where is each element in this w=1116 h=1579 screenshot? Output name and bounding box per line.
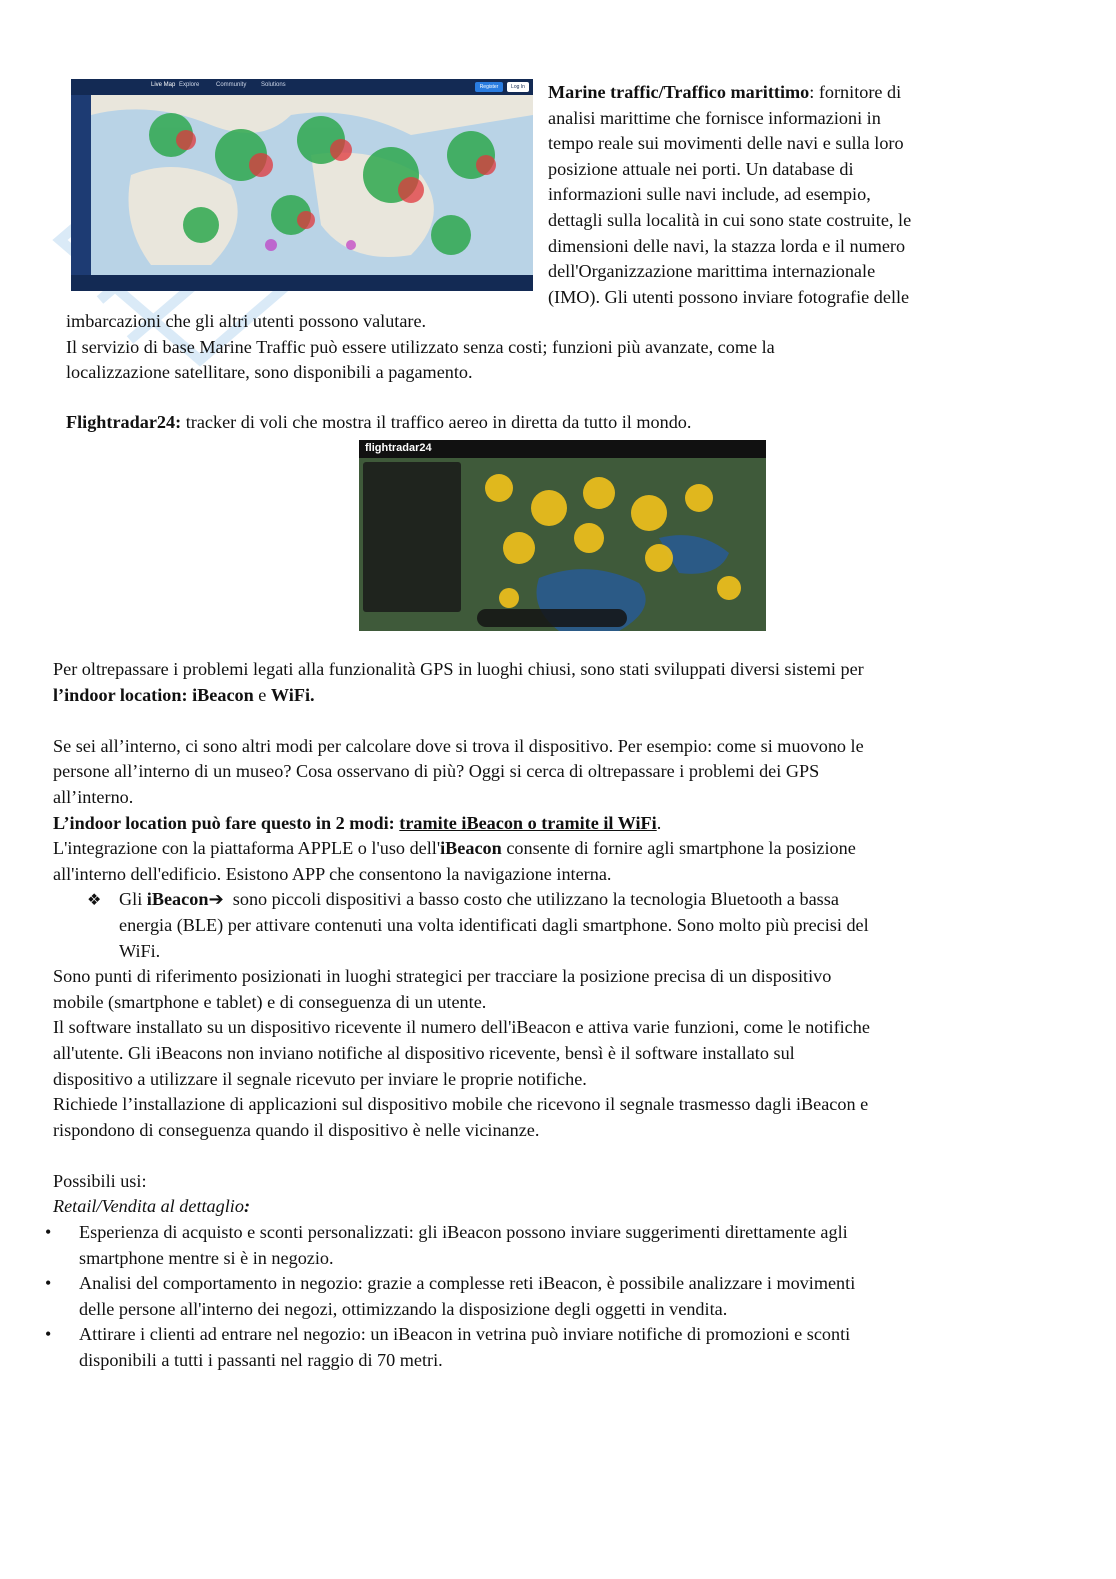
indoor-p5-line1: Sono punti di riferimento posizionati in luoghi strategici per tracciare la posizione precisa di un dispositivo	[53, 966, 832, 987]
ibeacon-bullet-line1	[119, 887, 1053, 913]
indoor-p3-end: .	[656, 812, 662, 833]
bullet-dot-icon: •	[45, 1222, 52, 1243]
flightradar-desc: tracker di voli che mostra il traffico aereo in diretta da tutto il mondo.	[181, 412, 692, 432]
indoor-section	[45, 657, 1053, 1374]
spacer-2	[53, 1143, 1053, 1169]
marinetraffic-side-toolbar[interactable]	[71, 95, 91, 275]
use-2-line2: delle persone all'interno dei negozi, ottimizzando la disposizione degli oggetti in vendita.	[79, 1298, 728, 1319]
diamond-bullet-icon: ❖	[87, 890, 102, 910]
marine-line-1	[548, 80, 978, 106]
marine-line-12: localizzazione satellitare, sono disponibili a pagamento.	[66, 362, 473, 383]
flightradar-bottom-toolbar[interactable]	[477, 609, 627, 627]
use-2-line1: Analisi del comportamento in negozio: grazie a complesse reti iBeacon, è possibile analizzare i movimenti	[79, 1273, 856, 1294]
bullet-dot-icon: •	[45, 1324, 52, 1345]
indoor-p2-line2: persone all’interno di un museo? Cosa osservano di più? Oggi si cerca di oltrepassare i problemi dei GPS	[53, 761, 820, 782]
indoor-bold-ibeacon: l’indoor location: iBeacon	[53, 684, 254, 705]
list-item	[45, 1220, 1053, 1271]
arrow-right-icon: ➔	[208, 889, 224, 911]
retail-colon: :	[243, 1196, 251, 1217]
marine-line-7: dimensioni delle navi, la stazza lorda e il numero	[548, 235, 906, 256]
uses-heading: Possibili usi:	[53, 1170, 147, 1191]
list-item	[45, 1271, 1053, 1322]
list-item	[45, 1322, 1053, 1373]
flightradar-side-panel[interactable]	[363, 462, 461, 612]
nav-explore[interactable]: Explore	[179, 82, 200, 88]
marine-line-11: Il servizio di base Marine Traffic può essere utilizzato senza costi; funzioni più avanzate, come la	[66, 336, 775, 357]
indoor-and: e	[253, 684, 271, 705]
flightradar-screenshot	[359, 440, 766, 631]
ibeacon-b1-c: sono piccoli dispositivi a basso costo che utilizzano la tecnologia Bluetooth a bassa	[223, 889, 839, 910]
register-button[interactable]	[475, 82, 503, 92]
marinetraffic-map	[91, 95, 533, 275]
marine-line-5: informazioni sulle navi include, ad esempio,	[548, 184, 871, 205]
indoor-p4-b: iBeacon	[440, 838, 502, 859]
marine-line-2: analisi marittime che fornisce informazioni in	[548, 107, 881, 128]
marinetraffic-screenshot	[71, 79, 533, 291]
marine-text-continued	[66, 309, 1026, 386]
uses-list	[45, 1220, 1053, 1374]
indoor-p4-line1	[53, 836, 1053, 862]
login-button[interactable]	[507, 82, 529, 92]
retail-label: Retail/Vendita al dettaglio	[53, 1196, 244, 1217]
register-label: Register	[479, 84, 499, 90]
marine-line-4: posizione attuale nei porti. Un database di	[548, 158, 854, 179]
marine-text-block	[548, 80, 978, 310]
use-1-line2: smartphone mentre si è in negozio.	[79, 1247, 334, 1268]
marinetraffic-bottom-bar	[71, 275, 533, 291]
use-3-line1: Attirare i clienti ad entrare nel negozio: un iBeacon in vetrina può inviare notifiche di promozioni e sconti	[79, 1324, 851, 1345]
ibeacon-bullet	[53, 887, 1053, 964]
nav-solutions[interactable]: Solutions	[261, 82, 286, 88]
indoor-p7-line1: Richiede l’installazione di applicazioni sul dispositivo mobile che ricevono il segnale trasmesso dagli iBeacon e	[53, 1094, 869, 1115]
ibeacon-b1-a: Gli	[119, 889, 147, 910]
login-label: Log In	[511, 84, 525, 90]
ship-density-map	[91, 95, 533, 275]
indoor-p2-line1: Se sei all’interno, ci sono altri modi per calcolare dove si trova il dispositivo. Per esempio: come si muovono le	[53, 735, 864, 756]
marine-line-3: tempo reale sui movimenti delle navi e sulla loro	[548, 133, 904, 154]
marine-line-8: dell'Organizzazione marittima internazionale	[548, 261, 876, 282]
nav-live-map[interactable]: Live Map	[151, 82, 176, 88]
flightradar-top-bar	[359, 440, 766, 458]
flightradar-line	[66, 410, 1026, 436]
marine-line-6: dettagli sulla località in cui sono state costruite, le	[548, 209, 912, 230]
indoor-p4-a: L'integrazione con la piattaforma APPLE o l'uso dell'	[53, 838, 441, 859]
indoor-p6-line2: all'utente. Gli iBeacons non inviano notifiche al dispositivo ricevente, bensì è il software installato sul	[53, 1042, 795, 1063]
flightradar-logo[interactable]: flightradar24	[365, 442, 432, 454]
indoor-p3-bold: L’indoor location può fare questo in 2 modi:	[53, 812, 400, 833]
marine-line-9: (IMO). Gli utenti possono inviare fotografie delle	[548, 286, 910, 307]
marine-line-10: imbarcazioni che gli altri utenti possono valutare.	[66, 311, 427, 331]
spacer	[53, 708, 1053, 734]
marinetraffic-top-nav	[71, 79, 533, 95]
indoor-p7-line2: rispondono di conseguenza quando il dispositivo è nelle vicinanze.	[53, 1119, 540, 1140]
indoor-p1-line2	[53, 683, 1053, 709]
use-3-line2: disponibili a tutti i passanti nel raggio di 70 metri.	[79, 1350, 443, 1371]
nav-community[interactable]: Community	[216, 82, 247, 88]
retail-heading	[53, 1194, 1053, 1220]
indoor-p4-line2: all'interno dell'edificio. Esistono APP che consentono la navigazione interna.	[53, 863, 612, 884]
indoor-p1-line1: Per oltrepassare i problemi legati alla funzionalità GPS in luoghi chiusi, sono stati sviluppati diversi sistemi per	[53, 659, 864, 679]
marine-title: Marine traffic/Traffico marittimo	[548, 82, 810, 102]
ibeacon-bullet-line3: WiFi.	[119, 940, 161, 961]
ibeacon-bullet-line2: energia (BLE) per attivare contenuti una volta identificati dagli smartphone. Sono molto più precisi del	[119, 914, 869, 935]
indoor-p3-underline: tramite iBeacon o tramite il WiFi	[399, 812, 657, 833]
flightradar-title: Flightradar24:	[66, 412, 182, 432]
indoor-p4-c: consente di fornire agli smartphone la posizione	[501, 838, 856, 859]
indoor-p6-line3: dispositivo a utilizzare il segnale ricevuto per inviare le proprie notifiche.	[53, 1068, 587, 1089]
ibeacon-b1-b: iBeacon	[146, 889, 209, 910]
indoor-p5-line2: mobile (smartphone e tablet) e di conseguenza di un utente.	[53, 991, 487, 1012]
marine-line-1-rest: : fornitore di	[809, 82, 902, 102]
indoor-bold-wifi: WiFi.	[270, 684, 315, 705]
use-1-line1: Esperienza di acquisto e sconti personalizzati: gli iBeacon possono inviare suggerimenti direttamente agli	[79, 1222, 848, 1243]
indoor-p2-line3: all’interno.	[53, 786, 134, 807]
indoor-p6-line1: Il software installato su un dispositivo ricevente il numero dell'iBeacon e attiva varie funzioni, come le notifiche	[53, 1017, 870, 1038]
indoor-p3	[53, 811, 1053, 837]
bullet-dot-icon: •	[45, 1273, 52, 1294]
